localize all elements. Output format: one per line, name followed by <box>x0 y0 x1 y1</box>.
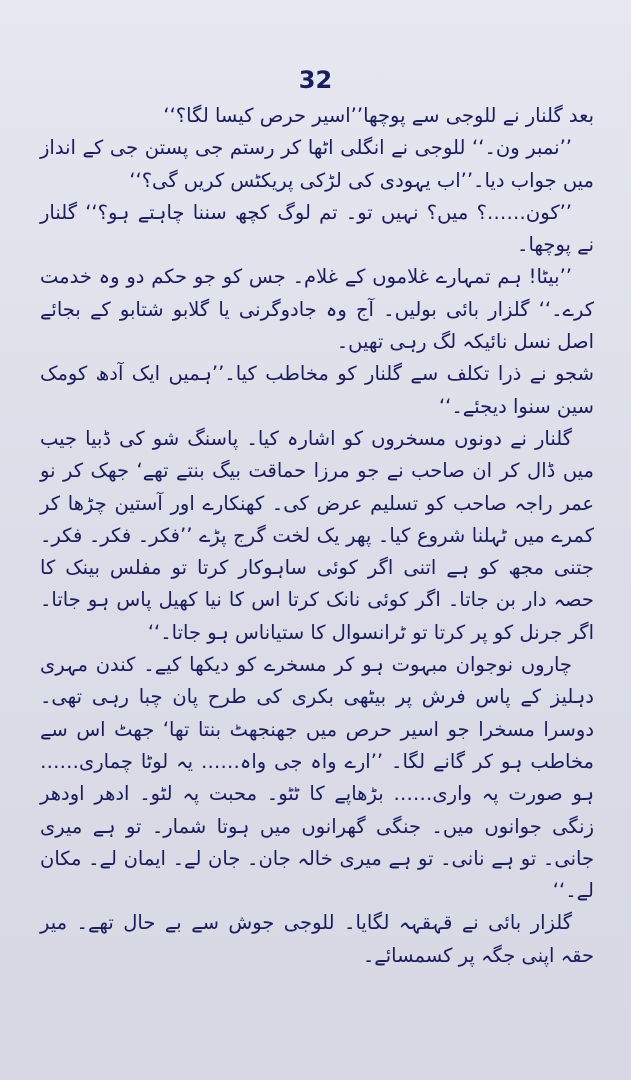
paragraph-6: گلنار نے دونوں مسخروں کو اشارہ کیا۔ پاسنگ شو کی ڈبیا جیب میں ڈال کر ان صاحب نے جو مرزا حماقت بیگ بنتے تھے‘ جھک کر نو عمر راجہ صاحب کو تسلیم عرض کی۔ کھنکارے اور آستین چڑھا کر کمرے میں ٹہلنا شروع کیا۔ پھر یک لخت گرج پڑے ’’فکر۔ فکر۔ فکر۔ جتنی مجھ کو ہے اتنی اگر کوئی ساہوکار کرتا تو مفلس بینک کا حصہ دار بن جاتا۔ اگر کوئی نانک کرتا اس کا نیا کھیل پاس ہو جاتا۔ اگر جرنل کو پر کرتا تو ٹرانسوال کا ستیاناس ہو جاتا۔‘‘ <box>40 426 594 644</box>
body-text <box>40 100 594 972</box>
paragraph-2: ’’نمبر ون۔‘‘ للوجی نے انگلی اٹھا کر رستم جی پستن جی کے انداز میں جواب دیا۔’’اب یہودی کی لڑکی پریکٹس کریں گی؟‘‘ <box>40 136 594 192</box>
paragraph-1: بعد گلنار نے للوجی سے پوچھا’’اسیر حرص کیسا لگا؟‘‘ <box>163 104 594 127</box>
paragraph-3: ’’کون……؟ میں؟ نہیں تو۔ تم لوگ کچھ سننا چاہتے ہو؟‘‘ گلنار نے پوچھا۔ <box>40 200 594 257</box>
paragraph-8: گلزار بائی نے قہقہہ لگایا۔ للوجی جوش سے بے حال تھے۔ میر حقہ اپنی جگہ پر کسمسائے۔ <box>40 911 594 967</box>
paragraph-5: شجو نے ذرا تکلف سے گلنار کو مخاطب کیا۔’’ہمیں ایک آدھ کومک سین سنوا دیجئے۔‘‘ <box>40 362 594 418</box>
page-number: 32 <box>298 66 333 94</box>
paragraph-7: چاروں نوجوان مبہوت ہو کر مسخرے کو دیکھا کیے۔ کندن مہری دہلیز کے پاس فرش پر بیٹھی بکری کی طرح پان چبا رہی تھی۔ دوسرا مسخرا جو اسیر حرص میں جھنجھٹ بنتا تھا‘ جھٹ اس سے مخاطب ہو کر گانے لگا۔ ’’ارے واہ جی واہ…… یہ لوٹا چماری…… ہو صورت پہ واری…… بڑھاپے کا ٹٹو۔ محبت پہ لٹو۔ ادھر اودھر زنگی جوانوں میں۔ جنگی گھرانوں میں ہوتا شمار۔ تو ہے میری جانی۔ تو ہے نانی۔ تو ہے میری خالہ جان۔ جان لے۔ ایمان لے۔ مکان لے۔‘‘ <box>40 653 594 903</box>
paragraph-4: ’’بیٹا! ہم تمہارے غلاموں کے غلام۔ جس کو جو حکم دو وہ خدمت کرے۔‘‘ گلزار بائی بولیں۔ آج وہ جادوگرنی یا گلابو شتابو کے بجائے اصل نسل نائیکہ لگ رہی تھیں۔ <box>40 265 594 354</box>
